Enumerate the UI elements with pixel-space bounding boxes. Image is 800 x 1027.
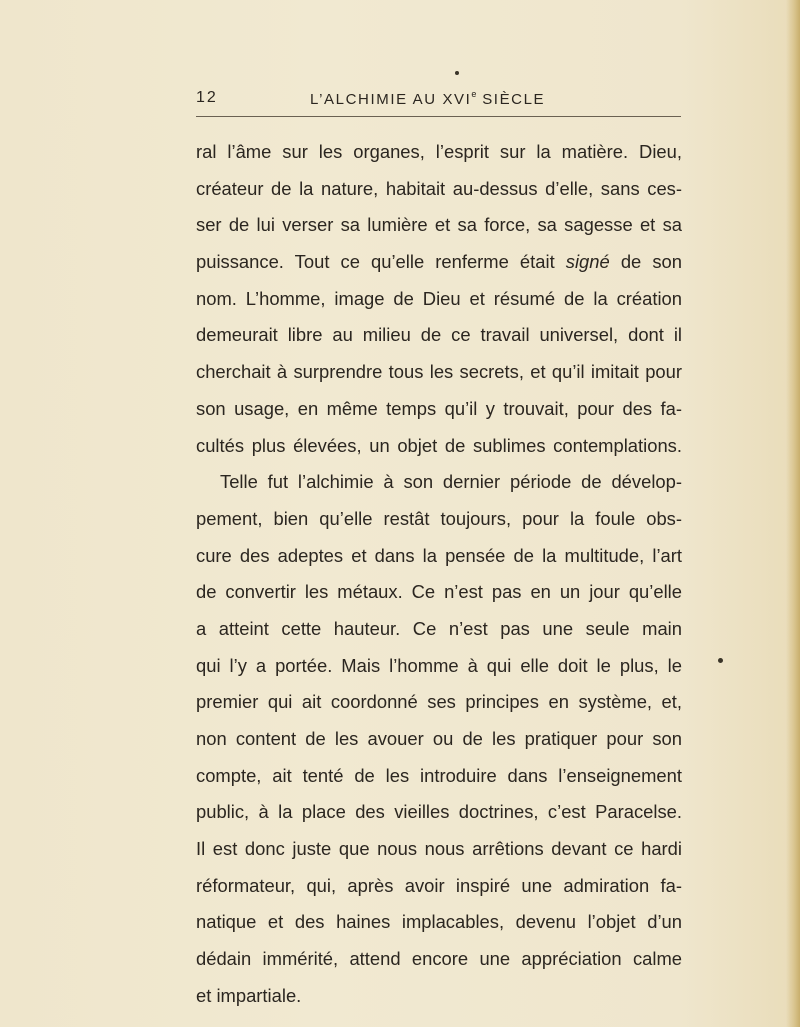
text-line: Il est donc juste que nous nous arrêtions devant ce hardi (196, 838, 682, 860)
header-rule (196, 116, 681, 117)
text-line: ser de lui verser sa lumière et sa force, sa sagesse et sa (196, 214, 682, 236)
text-line: demeurait libre au milieu de ce travail universel, dont il (196, 324, 682, 346)
text-line: a atteint cette hauteur. Ce n’est pas une seule main (196, 617, 682, 639)
text-line: premier qui ait coordonné ses principes en système, et, (196, 691, 682, 713)
text-line: pement, bien qu’elle restât toujours, pour la foule obs- (196, 507, 682, 529)
text-line: nom. L’homme, image de Dieu et résumé de la création (196, 287, 682, 309)
text-line: ral l’âme sur les organes, l’esprit sur la matière. Dieu, (196, 141, 682, 162)
running-head-suffix: SIÈCLE (476, 91, 546, 108)
text-line-last: et impartiale. (196, 984, 302, 1006)
ink-speck (718, 658, 723, 663)
text-line: cherchait à surprendre tous les secrets, et qu’il imitait pour (196, 361, 682, 383)
italic-word: signé (565, 251, 610, 273)
paragraph-start-line: Telle fut l’alchimie à son dernier période de dévelop- (220, 471, 682, 493)
running-head-superscript: e (471, 89, 477, 99)
text-line: de convertir les métaux. Ce n’est pas en un jour qu’elle (196, 581, 682, 603)
page-number: 12 (196, 89, 218, 106)
text-line: son usage, en même temps qu’il y trouvait, pour des fa- (196, 397, 682, 419)
running-head-prefix: L’ALCHIMIE AU XVI (310, 91, 472, 108)
text-line: qui l’y a portée. Mais l’homme à qui elle doit le plus, le (196, 654, 682, 676)
body-text (196, 134, 682, 1015)
text-line: natique et des haines implacables, devenu l’objet d’un (196, 911, 682, 933)
text-line: réformateur, qui, après avoir inspiré une admiration fa- (196, 874, 682, 896)
text-line: public, à la place des vieilles doctrines, c’est Paracelse. (196, 801, 682, 823)
ink-speck (455, 71, 459, 75)
text-line: non content de les avouer ou de les pratiquer pour son (196, 728, 682, 749)
text-fragment: de son (609, 251, 682, 273)
text-line: cultés plus élevées, un objet de sublimes contemplations. (196, 434, 682, 456)
text-line: cure des adeptes et dans la pensée de la multitude, l’art (196, 544, 682, 566)
text-line-with-italic (196, 244, 682, 281)
text-line: dédain immérité, attend encore une appréciation calme (196, 948, 682, 970)
text-fragment: puissance. Tout ce qu’elle renferme était (196, 251, 566, 273)
page-edge-shadow (786, 0, 800, 1027)
text-line: compte, ait tenté de les introduire dans l’enseignement (196, 764, 682, 786)
text-line: créateur de la nature, habitait au-dessus d’elle, sans ces- (196, 177, 682, 199)
running-head (310, 89, 545, 108)
